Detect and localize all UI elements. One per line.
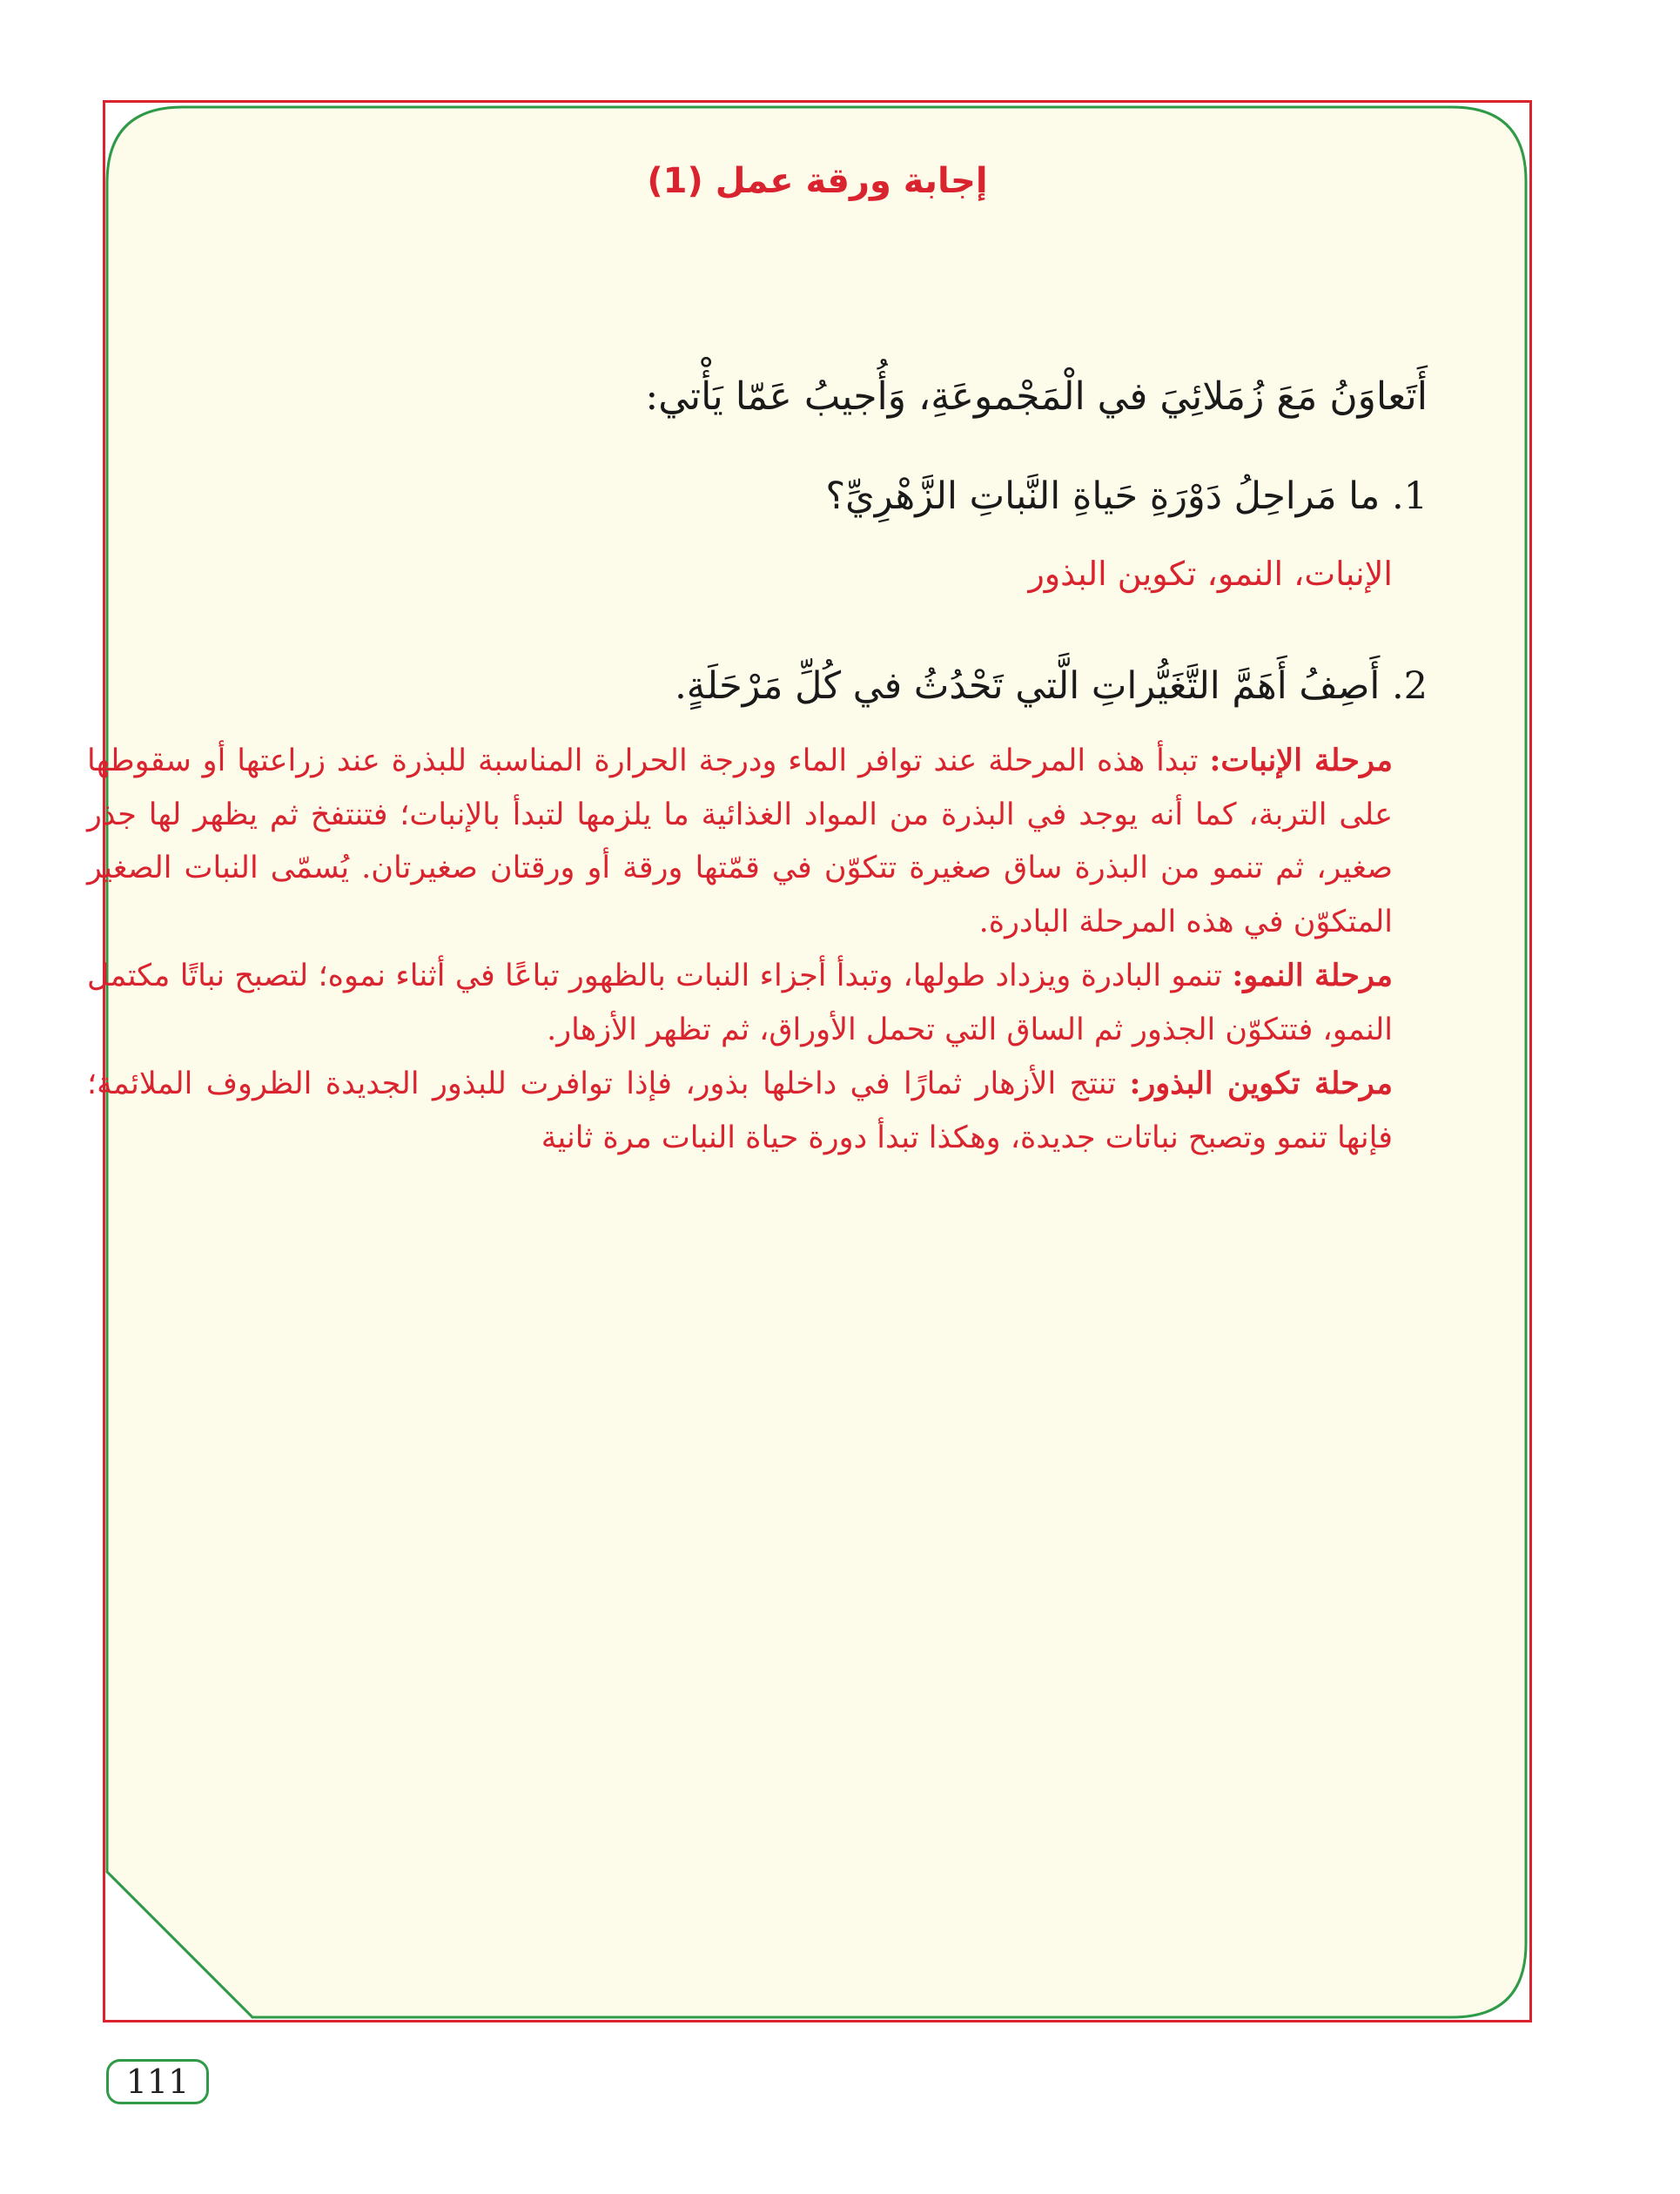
stage-label: مرحلة الإنبات: xyxy=(1209,743,1393,778)
stage-growth xyxy=(87,949,1393,1057)
question-2 xyxy=(87,664,1428,708)
question-1-number: 1. xyxy=(1391,474,1428,518)
page-title: إجابة ورقة عمل (1) xyxy=(647,161,988,201)
question-1-text: ما مَراحِلُ دَوْرَةِ حَياةِ النَّباتِ الزَّهْرِيِّ؟ xyxy=(825,474,1381,518)
stage-text: تنمو البادرة ويزداد طولها، وتبدأ أجزاء النبات بالظهور تباعًا في أثناء نموه؛ لتصبح نباتًا مكتمل النمو، فتتكوّن الجذور ثم الساق التي تحمل الأوراق، ثم تظهر الأزهار. xyxy=(87,959,1393,1047)
stage-label: مرحلة النمو: xyxy=(1232,958,1394,993)
question-2-text: أَصِفُ أَهَمَّ التَّغَيُّراتِ الَّتي تَحْدُثُ في كُلِّ مَرْحَلَةٍ. xyxy=(675,664,1381,708)
answer-1: الإنبات، النمو، تكوين البذور xyxy=(1028,555,1393,593)
stage-label: مرحلة تكوين البذور: xyxy=(1129,1066,1393,1101)
answer-2 xyxy=(87,734,1393,1165)
stage-germination xyxy=(87,734,1393,949)
question-2-number: 2. xyxy=(1391,664,1428,708)
page-number: 111 xyxy=(106,2059,209,2104)
stage-text: تنتج الأزهار ثمارًا في داخلها بذور، فإذا توافرت للبذور الجديدة الظروف الملائمة؛ فإنها تنمو وتصبح نباتات جديدة، وهكذا تبدأ دورة حياة النبات مرة ثانية xyxy=(87,1067,1393,1155)
stage-text: تبدأ هذه المرحلة عند توافر الماء ودرجة الحرارة المناسبة للبذرة عند زراعتها أو سقوطها على التربة، كما أنه يوجد في البذرة من المواد الغذائية ما يلزمها لتبدأ بالإنبات؛ فتنتفخ ثم يظهر لها جذر صغير، ثم تنمو من البذرة ساق صغيرة تتكوّن في قمّتها ورقة أو ورقتان صغيرتان. يُسمّى النبات الصغير المتكوّن في هذه المرحلة البادرة. xyxy=(87,744,1393,939)
stage-seed-formation xyxy=(87,1057,1393,1165)
question-1 xyxy=(87,474,1428,518)
intro-instruction: أَتَعاوَنُ مَعَ زُمَلائِيَ في الْمَجْموعَةِ، وَأُجيبُ عَمّا يَأْتي: xyxy=(645,374,1428,419)
